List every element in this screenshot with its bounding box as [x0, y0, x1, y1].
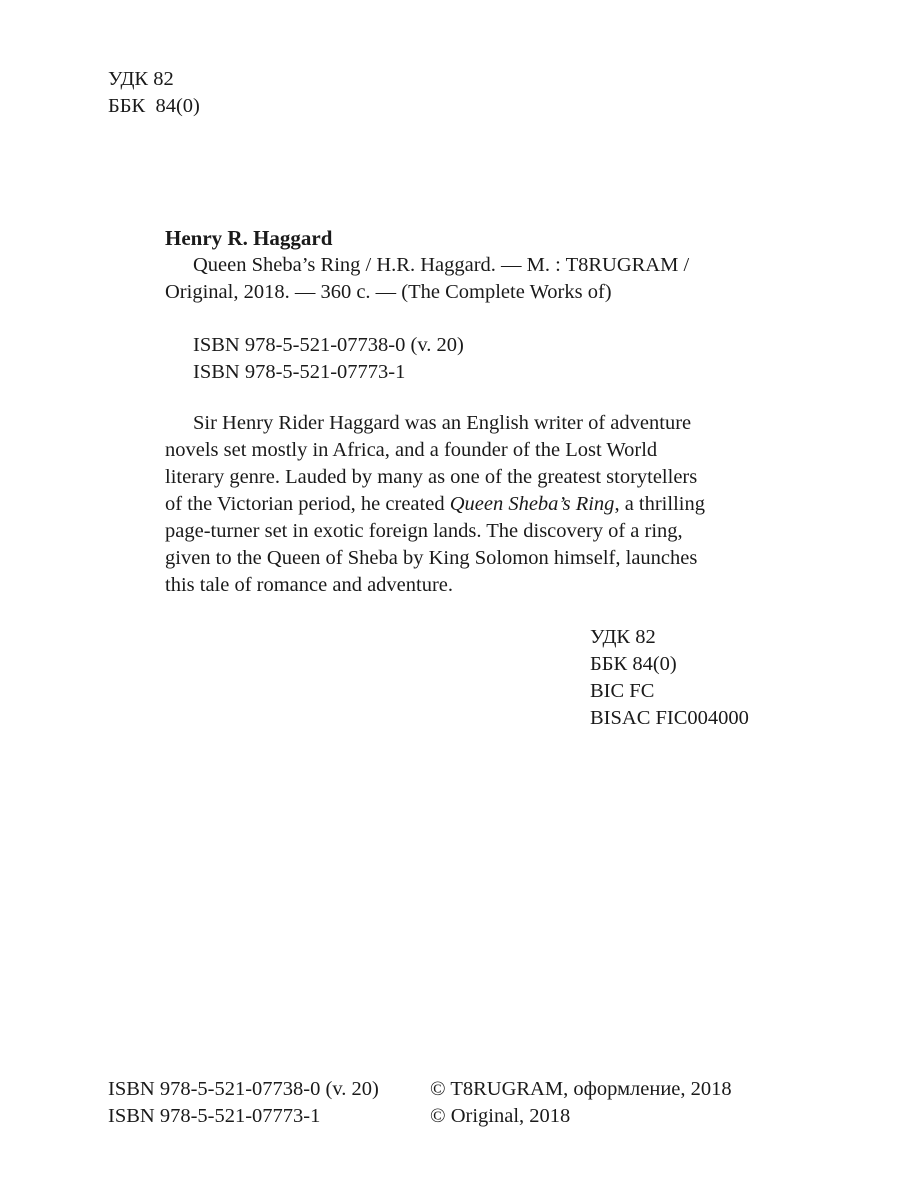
- isbn-volume: ISBN 978-5-521-07738-0 (v. 20): [193, 334, 464, 356]
- bisac-code: BISAC FIC004000: [590, 707, 749, 729]
- copyright-original: © Original, 2018: [430, 1105, 571, 1127]
- annotation-line-2: novels set mostly in Africa, and a founder of the Lost World: [165, 439, 658, 461]
- top-classification-codes: [108, 66, 200, 120]
- description-line-1: [165, 252, 765, 279]
- bbk-code-right: ББК 84(0): [590, 653, 677, 675]
- annotation-line-5: page-turner set in exotic foreign lands. The discovery of a ring,: [165, 520, 683, 542]
- annotation-line-4-pre: of the Victorian period, he created: [165, 493, 450, 515]
- description-text-1: Queen Sheba’s Ring / H.R. Haggard. — M. : T8RUGRAM /: [193, 254, 690, 276]
- annotation-line-4-post: , a thrilling: [614, 493, 705, 515]
- annotation-line-7: this tale of romance and adventure.: [165, 574, 454, 596]
- annotation-line-3: literary genre. Lauded by many as one of the greatest storytellers: [165, 466, 698, 488]
- udk-code: УДК 82: [108, 68, 174, 90]
- author-name: Henry R. Haggard: [165, 226, 333, 250]
- annotation-paragraph: [165, 410, 765, 599]
- right-classification-codes: [590, 624, 749, 732]
- udk-code-right: УДК 82: [590, 626, 656, 648]
- description-line-2: Original, 2018. — 360 c. — (The Complete Works of): [165, 281, 612, 303]
- bic-code: BIC FC: [590, 680, 655, 702]
- bbk-code: ББК 84(0): [108, 95, 200, 117]
- annotation-line-6: given to the Queen of Sheba by King Solomon himself, launches: [165, 547, 698, 569]
- bottom-isbn-volume: ISBN 978-5-521-07738-0 (v. 20): [108, 1078, 379, 1100]
- annotation-line-4: [165, 491, 765, 518]
- isbn-block: [193, 332, 464, 386]
- bottom-isbn-block: [108, 1076, 379, 1130]
- annotation-line-1: Sir Henry Rider Haggard was an English writer of adventure: [193, 412, 692, 434]
- book-title: Queen Sheba’s Ring: [449, 493, 615, 515]
- copyright-publisher: © T8RUGRAM, оформление, 2018: [430, 1078, 732, 1100]
- copyright-notices: [430, 1076, 732, 1130]
- bibliographic-entry: [165, 225, 765, 306]
- bottom-isbn-series: ISBN 978-5-521-07773-1: [108, 1105, 321, 1127]
- isbn-series: ISBN 978-5-521-07773-1: [193, 361, 406, 383]
